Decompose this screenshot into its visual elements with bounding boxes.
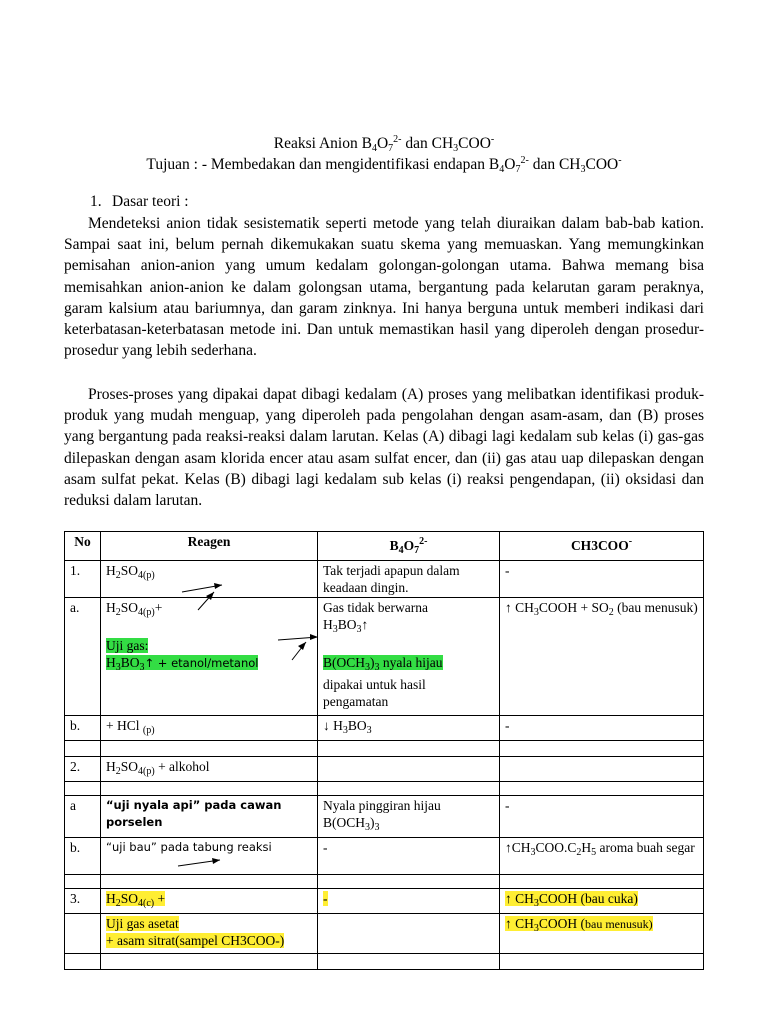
section-title: Dasar teori : [112,193,189,210]
section-heading [90,192,189,212]
arrow-icon [276,628,326,662]
uji-gas-label: Uji gas: [106,638,149,653]
table-header-row [65,532,704,561]
uji-gas-reaction: $H_3BO_3↑$ + etanol/metanol [106,655,259,673]
table-row: b. “uji bau” pada tabung reaksi - $↑CH_3COO.C_2H_5$ aroma buah segar [65,838,704,875]
header-no: No [65,532,101,561]
table-row-empty [65,875,704,889]
arrow-icon [180,582,230,612]
table-row: 1. $H_2SO_{4(p)}$ Tak terjadi apapun dalam keadaan dingin. - [65,561,704,598]
table-row: 2. $H_2SO_{4(p)}$ + alkohol [65,757,704,782]
paragraph-2: Proses-proses yang dipakai dapat dibagi kedalam (A) proses yang melibatkan identifikasi produk-produk yang mudah menguap, yang diperoleh pada pengolahan dengan asam-asam, dan (B) proses yang bergantung pada reaksi-reaksi dalam larutan. Kelas (A) dibagi lagi kedalam sub kelas (i) gas-gas dilepaskan dengan asam klorida encer atau asam sulfat encer, dan (ii) gas atau uap dilepaskan dengan asam sulfat pekat. Kelas (B) dibagi lagi kedalam sub kelas (i) reaksi pengendapan, (ii) oksidasi dan reduksi dalam larutan. [64,386,704,510]
table-row: 3. $H_2SO_{4(c)}$ + - ↑ $CH_3COOH$ (bau cuka) [65,889,704,914]
table-row: a. $H_2SO_{4(p)}+$ Uji gas: $H_3BO_3↑$ + etanol/metanol Gas tidak berwarna $H_3BO_3↑$ $B(OCH_3)_3$ nyala hijau dipakai untuk hasil pengamatan ↑ $CH_3COOH + SO_2$ (bau menusuk) [65,598,704,716]
green-flame-result: $B(OCH_3)_3$ nyala hijau [323,655,443,673]
arrow-icon [176,855,226,875]
document-title: Reaksi Anion $B_4O_7^{2-}$ dan $CH_3COO^-$ [273,134,495,154]
table-row-empty [65,954,704,970]
table-row-empty [65,782,704,796]
paragraph-1: Mendeteksi anion tidak sesistematik seperti metode yang telah diuraikan dalam bab-bab kation. Sampai saat ini, belum pernah dikemukakan suatu skema yang memuaskan. Yang memungkinkan pemisahan anion-anion yang umum kedalam golongan-golongan utama. Bahwa memang bisa memisahkan anion-anion ke dalam golongsan utama, bergantung pada kelarutan garam peraknya, garam kalsium atau bariumnya, dan garam zinknya. Ini hanya berguna untuk memberi indikasi dari keterbatasan-keterbatasan metode ini. Dan untuk memastikan hasil yang diperoleh dengan prosedur-prosedur yang lebih sederhana. [64,215,704,360]
reaction-table [64,531,704,970]
table-row: a “uji nyala api” pada cawan porselen Nyala pinggiran hijau $B(OCH_3)_3$ - [65,796,704,838]
table-row: Uji gas asetat + asam sitrat(sampel CH3COO-) ↑ $CH_3COOH$ (bau menusuk) [65,914,704,954]
document-objective: Tujuan : - Membedakan dan mengidentifikasi endapan $B_4O_7^{2-}$ dan $CH_3COO^-$ [146,155,622,175]
header-borat: $B_4O_7^{2-}$ [318,532,500,561]
table-row-empty [65,741,704,757]
header-reagen: Reagen [101,532,318,561]
section-number: 1. [90,193,102,210]
table-row: b. + HCl $_{(p)}$ ↓ $H_3BO_3$ - [65,716,704,741]
header-asetat: CH3COO- [500,532,704,561]
